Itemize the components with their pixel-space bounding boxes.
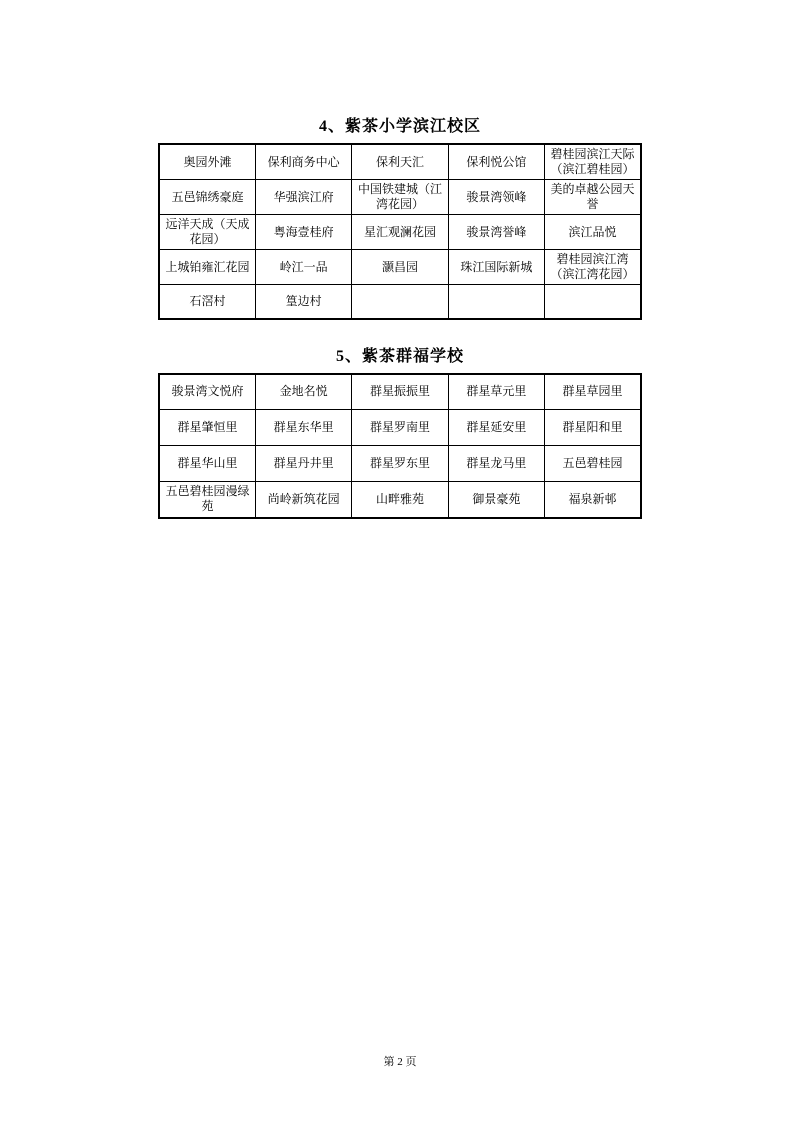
table-cell: 灏昌园: [352, 250, 448, 285]
table-row: [159, 285, 641, 319]
table-cell: 群星振振里: [352, 374, 448, 410]
school-5-community-table: [158, 373, 642, 519]
table-cell: 群星华山里: [159, 446, 255, 482]
table-cell: 远洋天成（天成花园）: [159, 215, 255, 250]
table-cell: 滨江品悦: [545, 215, 641, 250]
table-cell: [545, 285, 641, 319]
table-cell: 群星肇恒里: [159, 410, 255, 446]
table-cell: [448, 285, 544, 319]
table-row: [159, 180, 641, 215]
table-row: [159, 374, 641, 410]
table-cell: 群星草园里: [545, 374, 641, 410]
table-cell: 星汇观澜花园: [352, 215, 448, 250]
table-cell: 篁边村: [255, 285, 351, 319]
table-cell: 华强滨江府: [255, 180, 351, 215]
table-cell: 石滘村: [159, 285, 255, 319]
table-cell: 御景豪苑: [448, 482, 544, 518]
table-cell: 保利悦公馆: [448, 144, 544, 180]
table-cell: 五邑锦绣豪庭: [159, 180, 255, 215]
table-cell: 群星阳和里: [545, 410, 641, 446]
section-school-5: [158, 347, 642, 519]
table-cell: 群星延安里: [448, 410, 544, 446]
table-cell: [352, 285, 448, 319]
table-cell: 山畔雅苑: [352, 482, 448, 518]
table-cell: 岭江一品: [255, 250, 351, 285]
section-title-school-5: 5、紫茶群福学校: [335, 347, 464, 365]
table-row: [159, 446, 641, 482]
table-cell: 骏景湾领峰: [448, 180, 544, 215]
table-cell: 群星罗东里: [352, 446, 448, 482]
table-cell: 五邑碧桂园漫绿苑: [159, 482, 255, 518]
table-cell: 金地名悦: [255, 374, 351, 410]
table-row: [159, 410, 641, 446]
table-cell: 群星龙马里: [448, 446, 544, 482]
table-cell: 美的卓越公园天誉: [545, 180, 641, 215]
document-content: [158, 0, 642, 519]
table-cell: 五邑碧桂园: [545, 446, 641, 482]
section-school-4: [158, 117, 642, 320]
section-title-school-4: 4、紫茶小学滨江校区: [318, 118, 481, 135]
table-cell: 群星草元里: [448, 374, 544, 410]
table-cell: 骏景湾文悦府: [159, 374, 255, 410]
table-cell: 群星东华里: [255, 410, 351, 446]
table-cell: 粤海壹桂府: [255, 215, 351, 250]
table-cell: 碧桂园滨江湾（滨江湾花园）: [545, 250, 641, 285]
table-cell: 上城铂雍汇花园: [159, 250, 255, 285]
table-cell: 珠江国际新城: [448, 250, 544, 285]
table-cell: 保利天汇: [352, 144, 448, 180]
table-row: [159, 215, 641, 250]
table-row: [159, 250, 641, 285]
table-row: [159, 482, 641, 518]
school-4-community-table: [158, 143, 642, 320]
table-cell: 群星丹井里: [255, 446, 351, 482]
table-cell: 群星罗南里: [352, 410, 448, 446]
table-cell: 尚岭新筑花园: [255, 482, 351, 518]
table-cell: 保利商务中心: [255, 144, 351, 180]
table-cell: 中国铁建城（江湾花园）: [352, 180, 448, 215]
table-row: [159, 144, 641, 180]
page-number-footer: 第 2 页: [383, 1056, 417, 1068]
table-cell: 碧桂园滨江天际（滨江碧桂园）: [545, 144, 641, 180]
table-cell: 福泉新邨: [545, 482, 641, 518]
table-cell: 骏景湾誉峰: [448, 215, 544, 250]
table-cell: 奥园外滩: [159, 144, 255, 180]
